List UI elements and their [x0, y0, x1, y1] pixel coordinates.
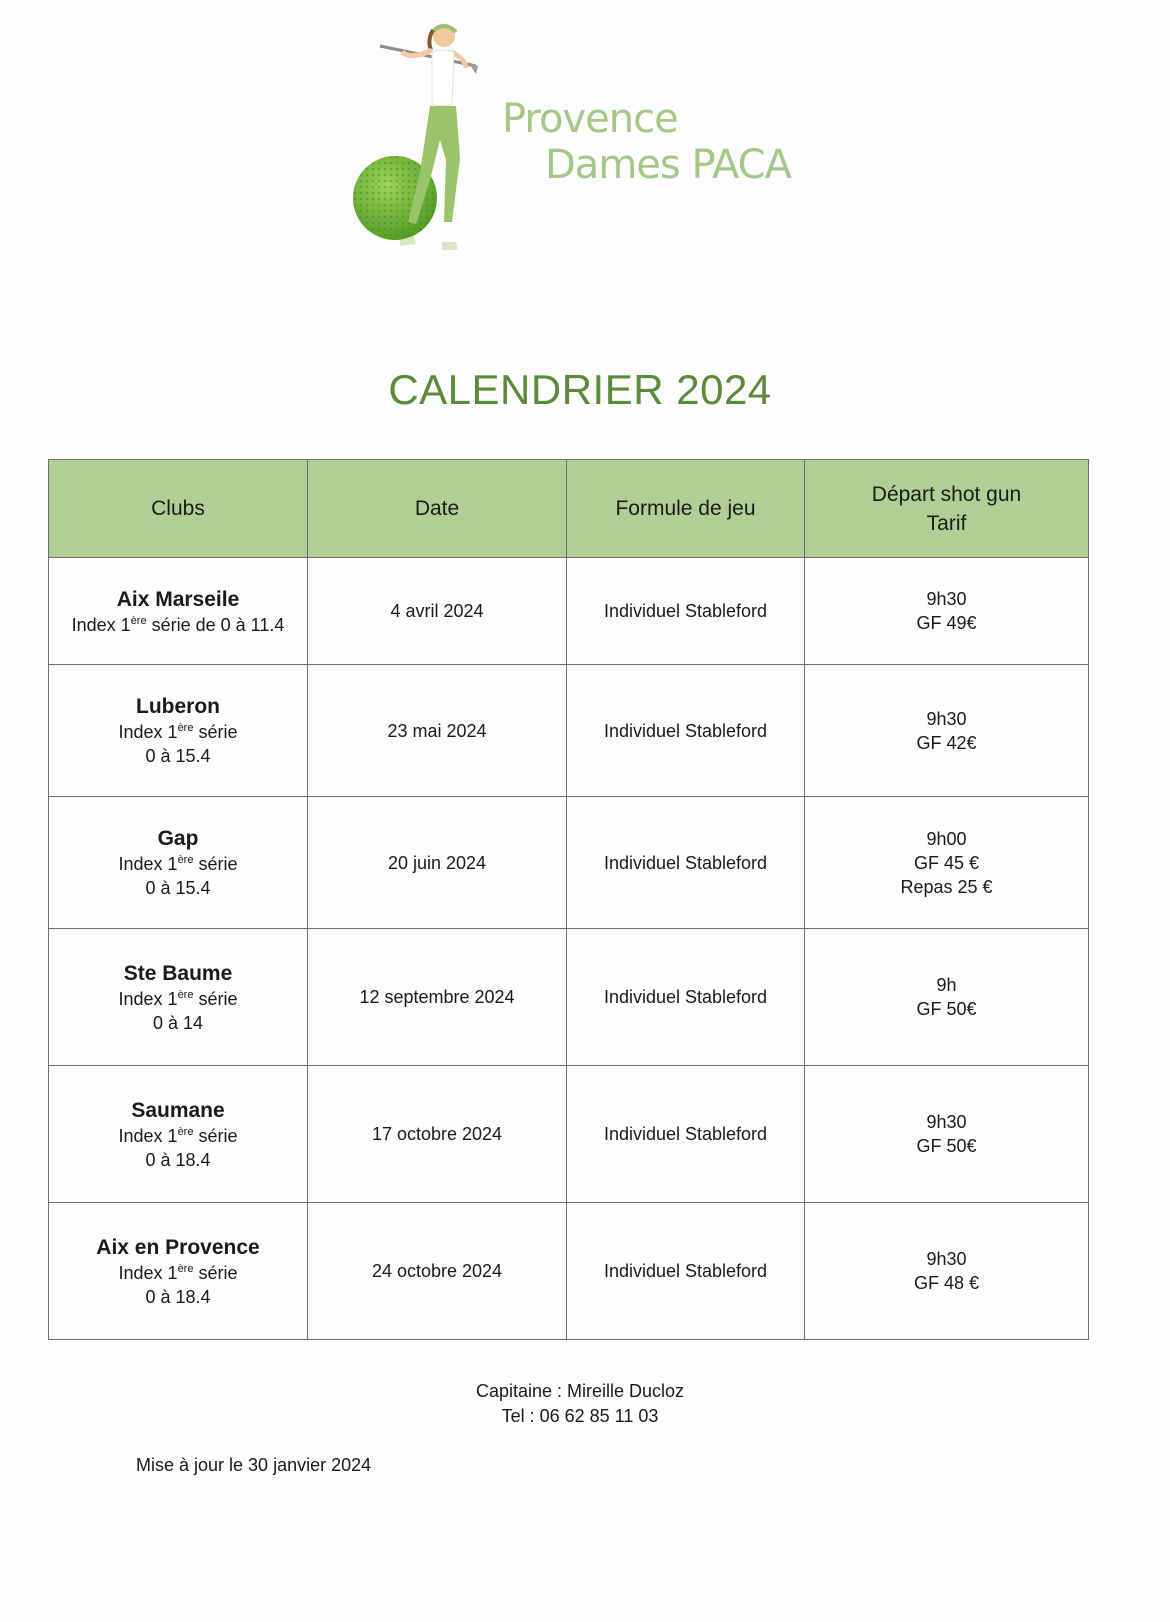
header-depart-tarif	[805, 460, 1089, 558]
table-row	[49, 929, 1089, 1066]
club-index-range: 0 à 18.4	[145, 1149, 211, 1170]
club-cell	[49, 1066, 308, 1203]
club-name: Aix en Provence	[96, 1235, 260, 1259]
page-title: CALENDRIER 2024	[388, 366, 772, 413]
formule-cell: Individuel Stableford	[567, 797, 805, 929]
logo-text-dames-paca: Dames PACA	[545, 142, 791, 188]
club-name: Gap	[157, 827, 199, 850]
formule-cell: Individuel Stableford	[567, 1066, 805, 1203]
tarif: GF 50€	[916, 1136, 977, 1156]
table-row	[49, 1203, 1089, 1340]
logo-text-provence: Provence	[502, 96, 678, 142]
depart-time: 9h30	[926, 708, 967, 729]
depart-cell	[805, 797, 1089, 929]
header-tarif: Tarif	[926, 511, 967, 535]
club-cell	[49, 929, 308, 1066]
club-index: Index 1ère série	[118, 988, 238, 1009]
footer-contact	[0, 1379, 1160, 1429]
header-clubs: Clubs	[49, 460, 308, 558]
table-row	[49, 665, 1089, 797]
table-header-row	[49, 460, 1089, 558]
depart-cell	[805, 929, 1089, 1066]
captain-name: Capitaine : Mireille Ducloz	[475, 1381, 685, 1401]
club-cell	[49, 1203, 308, 1340]
depart-time: 9h30	[926, 589, 967, 609]
depart-cell	[805, 1203, 1089, 1340]
club-index-range: 0 à 14	[152, 1012, 204, 1033]
date-cell: 4 avril 2024	[308, 558, 567, 665]
depart-time: 9h30	[926, 1112, 967, 1132]
club-index: Index 1ère série	[118, 1125, 238, 1146]
club-index: Index 1ère série	[118, 1262, 238, 1283]
date-cell: 20 juin 2024	[308, 797, 567, 929]
club-cell	[49, 558, 308, 665]
club-index-range: 0 à 15.4	[145, 878, 211, 898]
tarif: GF 49€	[916, 613, 977, 633]
last-updated: Mise à jour le 30 janvier 2024	[136, 1455, 372, 1475]
formule-cell: Individuel Stableford	[567, 1203, 805, 1340]
depart-time: 9h	[936, 975, 957, 995]
club-name: Ste Baume	[123, 961, 233, 985]
tarif: GF 50€	[916, 999, 977, 1019]
tarif: GF 42€	[916, 732, 977, 753]
club-name: Aix Marseile	[116, 587, 240, 611]
date-cell: 12 septembre 2024	[308, 929, 567, 1066]
club-index: Index 1ère série de 0 à 11.4	[71, 614, 285, 635]
formule-cell: Individuel Stableford	[567, 665, 805, 797]
formule-cell: Individuel Stableford	[567, 558, 805, 665]
captain-phone: Tel : 06 62 85 11 03	[501, 1406, 659, 1426]
club-index-range: 0 à 15.4	[145, 746, 211, 766]
date-cell: 24 octobre 2024	[308, 1203, 567, 1340]
table-row	[49, 1066, 1089, 1203]
club-cell	[49, 665, 308, 797]
calendar-table	[48, 459, 1089, 1340]
club-cell	[49, 797, 308, 929]
repas: Repas 25 €	[900, 876, 993, 897]
depart-time: 9h00	[926, 828, 967, 849]
header-formule: Formule de jeu	[567, 460, 805, 558]
club-index: Index 1ère série	[118, 722, 238, 742]
club-name: Luberon	[136, 695, 220, 718]
header-date: Date	[308, 460, 567, 558]
club-name: Saumane	[131, 1098, 225, 1122]
depart-cell	[805, 665, 1089, 797]
table-row	[49, 558, 1089, 665]
formule-cell: Individuel Stableford	[567, 929, 805, 1066]
depart-cell	[805, 1066, 1089, 1203]
date-cell: 23 mai 2024	[308, 665, 567, 797]
club-index-range: 0 à 18.4	[145, 1286, 211, 1307]
tarif: GF 45 €	[913, 852, 980, 873]
header-depart: Départ shot gun	[871, 482, 1022, 506]
depart-time: 9h30	[926, 1249, 967, 1269]
table-row	[49, 797, 1089, 929]
club-index: Index 1ère série	[118, 854, 238, 874]
tarif: GF 48 €	[913, 1273, 980, 1293]
date-cell: 17 octobre 2024	[308, 1066, 567, 1203]
logo	[340, 10, 820, 260]
depart-cell	[805, 558, 1089, 665]
